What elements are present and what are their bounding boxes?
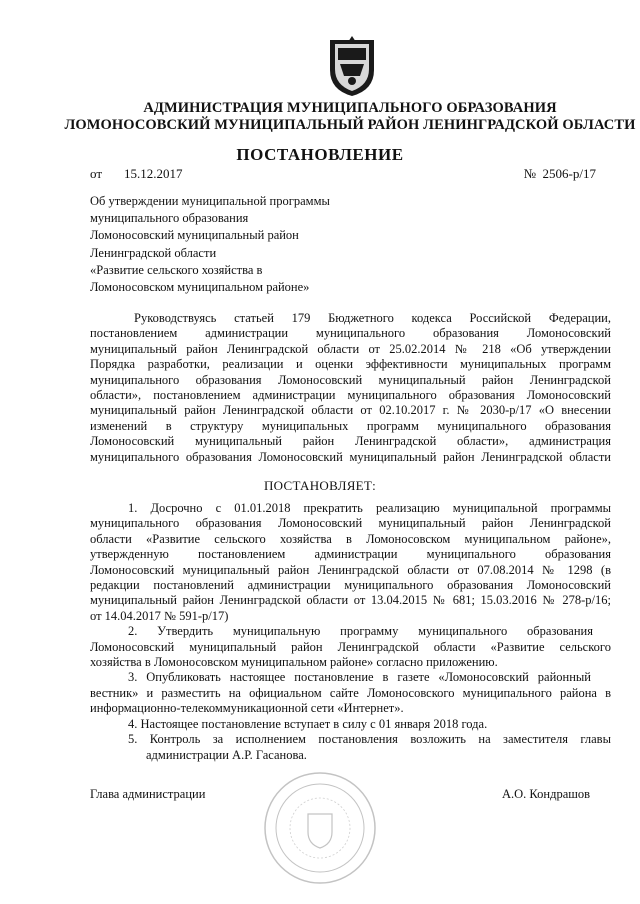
text-line: от 14.04.2017 № 591-р/17) — [90, 608, 229, 623]
text-line: муниципальный район Ленинградской области от 25.02.2014 № 218 «Об утверждении — [90, 341, 611, 356]
subject-line: Ломоносовском муниципальном районе» — [90, 280, 310, 295]
document-subject — [90, 193, 390, 296]
text-line: Ломоносовский муниципальный район Ленинградской области от 07.08.2014 № 1298 (в — [90, 562, 611, 577]
decree-heading: ПОСТАНОВЛЯЕТ: — [263, 478, 377, 493]
text-line: изменений в структуру муниципальных программ муниципального образования — [90, 418, 611, 433]
preamble-paragraph — [90, 311, 611, 465]
document-number: № 2506-р/17 — [523, 166, 596, 181]
document-date: 15.12.2017 — [124, 166, 183, 181]
text-line: постановлением администрации муниципального образования Ломоносовский — [90, 326, 611, 341]
decree-items — [90, 501, 611, 763]
text-line: Руководствуясь статьей 179 Бюджетного кодекса Российской Федерации, — [134, 311, 611, 325]
organization-name-line-2: ЛОМОНОСОВСКИЙ МУНИЦИПАЛЬНЫЙ РАЙОН ЛЕНИНГРАДСКОЙ ОБЛАСТИ — [64, 117, 636, 133]
text-line: Порядка разработки, реализации и оценки эффективности муниципальных программ — [90, 357, 611, 372]
text-line: информационно-телекоммуникационной сети «Интернет». — [90, 701, 404, 716]
text-line: муниципального образования Ломоносовский муниципальный район Ленинградской — [90, 372, 611, 387]
organization-name-line-1: АДМИНИСТРАЦИЯ МУНИЦИПАЛЬНОГО ОБРАЗОВАНИЯ — [143, 100, 557, 116]
official-seal-stamp — [262, 770, 378, 886]
subject-line: муниципального образования — [90, 211, 249, 226]
subject-line: Ленинградской области — [90, 245, 217, 260]
document-title: ПОСТАНОВЛЕНИЕ — [236, 145, 404, 164]
text-line: области», постановлением администрации муниципального образования Ломоносовский — [90, 388, 611, 403]
date-prefix: от — [90, 166, 103, 181]
text-line: Ломоносовский муниципальный район Ленинградской области «Развитие сельского — [90, 639, 611, 654]
item-3-line: 3. Опубликовать настоящее постановление в газете «Ломоносовский районный — [128, 670, 591, 685]
item-1-line: 1. Досрочно с 01.01.2018 прекратить реализацию муниципальной программы — [128, 501, 611, 515]
text-line: утвержденную постановлением администрации муниципального образования — [90, 547, 611, 562]
text-line: муниципальный район Ленинградской области от 13.04.2015 № 681; 15.03.2016 № 278-р/16; — [90, 593, 611, 608]
text-line: хозяйства в Ломоносовском муниципальном районе» согласно приложению. — [90, 655, 498, 670]
text-line: администрации А.Р. Гасанова. — [146, 747, 307, 762]
text-line: редакции постановлений администрации муниципального образования Ломоносовский — [90, 578, 611, 593]
text-line: муниципального образования Ломоносовский муниципальный район Ленинградской области — [90, 449, 611, 464]
item-2-line: 2. Утвердить муниципальную программу муниципального образования — [128, 624, 593, 639]
text-line: муниципальный район Ленинградской области от 02.10.2017 г. № 2030-р/17 «О внесении — [90, 403, 611, 418]
text-line: муниципального образования Ломоносовский муниципальный район Ленинградской — [90, 516, 611, 531]
subject-line: «Развитие сельского хозяйства в — [90, 262, 263, 277]
item-5-line: 5. Контроль за исполнением постановления возложить на заместителя главы — [128, 732, 611, 747]
text-line: Ломоносовский муниципальный район Ленинградской области», администрация — [90, 434, 611, 449]
subject-line: Ломоносовский муниципальный район — [90, 228, 299, 243]
text-line: вестник» и разместить на официальном сайте Ломоносовского муниципального района в — [90, 685, 611, 700]
text-line: области «Развитие сельского хозяйства в Ломоносовском муниципальном районе», — [90, 531, 611, 546]
signatory-name: А.О. Кондрашов — [502, 787, 591, 801]
signatory-position: Глава администрации — [90, 787, 206, 801]
coat-of-arms-emblem — [326, 36, 378, 98]
item-4-line: 4. Настоящее постановление вступает в силу с 01 января 2018 года. — [128, 716, 488, 731]
subject-line: Об утверждении муниципальной программы — [90, 194, 330, 208]
